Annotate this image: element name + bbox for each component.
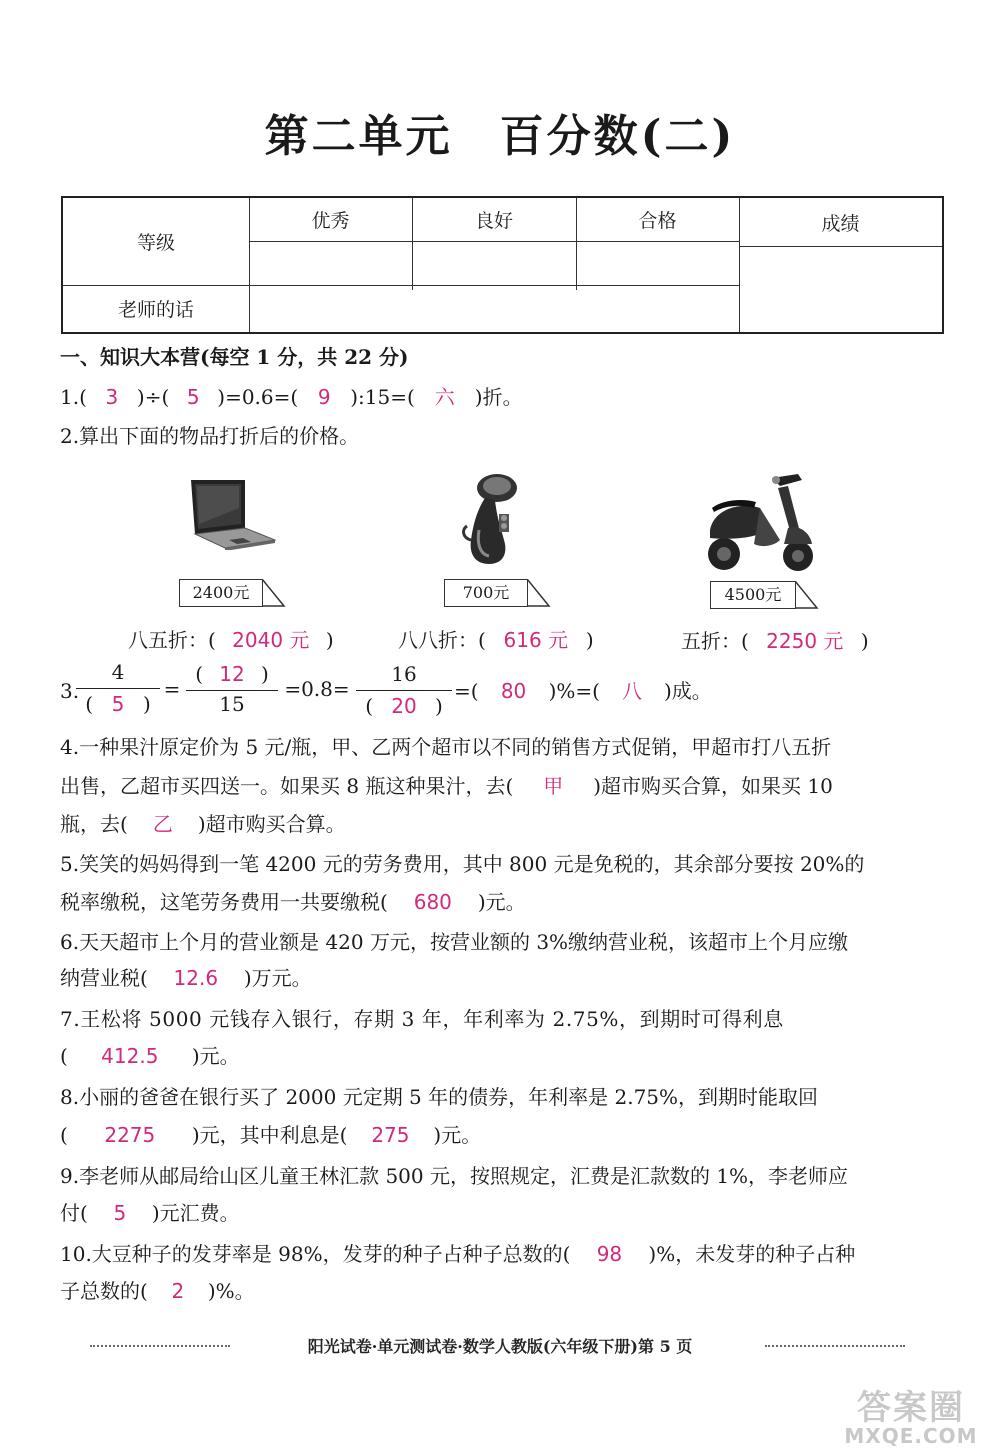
- answer-blank: 5: [111, 692, 125, 716]
- page-footer: 阳光试卷·单元测试卷·数学人教版(六年级下册)第 5 页: [307, 1337, 693, 1356]
- tag-tail: [795, 581, 819, 610]
- fraction-3-numerator: 16: [391, 662, 417, 686]
- question-1: 1.( 3 )÷( 5 )=0.6=( 9 ):15=( 六 )折。: [60, 385, 523, 409]
- scooter-icon: [702, 468, 818, 574]
- discount-scooter: 五折：( 2250 元 ): [681, 625, 869, 654]
- answer-blank: 9: [317, 385, 331, 409]
- answer-blank: 20: [391, 694, 417, 718]
- answer-blank: 3: [105, 385, 119, 409]
- answer-blank: 680: [413, 890, 452, 914]
- section-heading: 一、知识大本营(每空 1 分，共 22 分): [60, 345, 409, 369]
- footer-divider-right: [765, 1345, 905, 1347]
- level-label: 等级: [136, 232, 175, 254]
- teacher-words-label: 老师的话: [117, 299, 194, 321]
- fraction-1-numerator: 4: [111, 660, 125, 684]
- question-8-line-1: 8.小丽的爸爸在银行买了 2000 元定期 5 年的债券，年利率是 2.75%，到期时能取回: [60, 1085, 819, 1109]
- answer-blank: 乙: [152, 812, 173, 836]
- tag-tail: [262, 579, 286, 608]
- discount-tuba: 八八折：( 616 元 ): [398, 624, 594, 653]
- question-5-line-1: 5.笑笑的妈妈得到一笔 4200 元的劳务费用，其中 800 元是免税的，其余部分要按 20%的: [60, 852, 865, 876]
- answer-blank: 275: [371, 1123, 410, 1147]
- question-4-line-1: 4.一种果汁原定价为 5 元/瓶，甲、乙两个超市以不同的销售方式促销，甲超市打八五折: [60, 735, 832, 759]
- question-4-line-3: 瓶，去( 乙 )超市购买合算。: [60, 812, 346, 836]
- price-tag-laptop: 2400元: [179, 579, 263, 607]
- question-4-line-2: 出售，乙超市买四送一。如果买 8 瓶这种果汁，去( 甲 )超市购买合算，如果买 10: [60, 774, 833, 798]
- question-10-line-1: 10.大豆种子的发芽率是 98%，发芽的种子占种子总数的( 98 )%，未发芽的种子占种: [60, 1242, 856, 1266]
- pass-label: 合格: [638, 210, 677, 232]
- question-9-line-1: 9.李老师从邮局给山区儿童王林汇款 500 元，按照规定，汇费是汇款数的 1%，李老师应: [60, 1164, 849, 1188]
- answer-blank: 80: [500, 679, 527, 703]
- answer-blank: 2275: [104, 1123, 156, 1147]
- good-label: 良好: [474, 210, 513, 232]
- answer-blank: 98: [596, 1242, 623, 1266]
- question-6-line-1: 6.天天超市上个月的营业额是 420 万元，按营业额的 3%缴纳营业税，该超市上个月应缴: [60, 930, 849, 954]
- question-5-line-2: 税率缴税，这笔劳务费用一共要缴税( 680 )元。: [60, 890, 526, 914]
- question-6-line-2: 纳营业税( 12.6 )万元。: [60, 966, 312, 990]
- watermark-logo: 答案圈 MXQE.COM: [844, 1388, 978, 1448]
- price-tag-scooter: 4500元: [710, 581, 796, 609]
- fraction-2-denominator: 15: [219, 692, 245, 716]
- answer-blank: 甲: [543, 774, 564, 798]
- answer-blank: 412.5: [101, 1044, 159, 1068]
- answer-blank: 616 元: [503, 628, 569, 652]
- equals-sign: =: [163, 677, 181, 701]
- tuba-icon: [455, 470, 525, 568]
- score-label: 成绩: [821, 212, 860, 235]
- answer-blank: 2250 元: [766, 629, 844, 653]
- question-2: 2.算出下面的物品打折后的价格。: [60, 424, 360, 448]
- question-7-line-2: ( 412.5 )元。: [60, 1044, 240, 1068]
- question-7-line-1: 7.王松将 5000 元钱存入银行，存期 3 年，年利率为 2.75%，到期时可得利息: [60, 1007, 784, 1031]
- laptop-icon: [185, 478, 277, 550]
- answer-blank: 六: [434, 385, 455, 409]
- question-10-line-2: 子总数的( 2 )%。: [60, 1279, 255, 1303]
- answer-blank: 5: [113, 1201, 127, 1225]
- equals-decimal: =0.8=: [284, 677, 350, 701]
- excellent-label: 优秀: [311, 210, 350, 232]
- fraction-2-numerator: ( 12 ): [195, 662, 269, 686]
- answer-blank: 2: [171, 1279, 185, 1303]
- discount-laptop: 八五折：( 2040 元 ): [128, 624, 334, 653]
- page-title: 第二单元 百分数(二): [264, 111, 736, 162]
- question-3-tail: =( 80 )%=( 八 )成。: [454, 679, 712, 703]
- fraction-1-denominator: ( 5 ): [85, 692, 151, 716]
- question-8-line-2: ( 2275 )元，其中利息是( 275 )元。: [60, 1123, 482, 1147]
- answer-blank: 12: [219, 662, 245, 686]
- answer-blank: 2040 元: [232, 628, 310, 652]
- question-3-number: 3.: [60, 679, 80, 703]
- answer-blank: 12.6: [173, 966, 219, 990]
- grade-table: [61, 196, 944, 334]
- answer-blank: 八: [621, 679, 642, 703]
- answer-blank: 5: [186, 385, 200, 409]
- tag-tail: [527, 579, 551, 608]
- question-9-line-2: 付( 5 )元汇费。: [60, 1201, 240, 1225]
- price-tag-tuba: 700元: [444, 579, 528, 607]
- fraction-3-denominator: ( 20 ): [365, 694, 443, 718]
